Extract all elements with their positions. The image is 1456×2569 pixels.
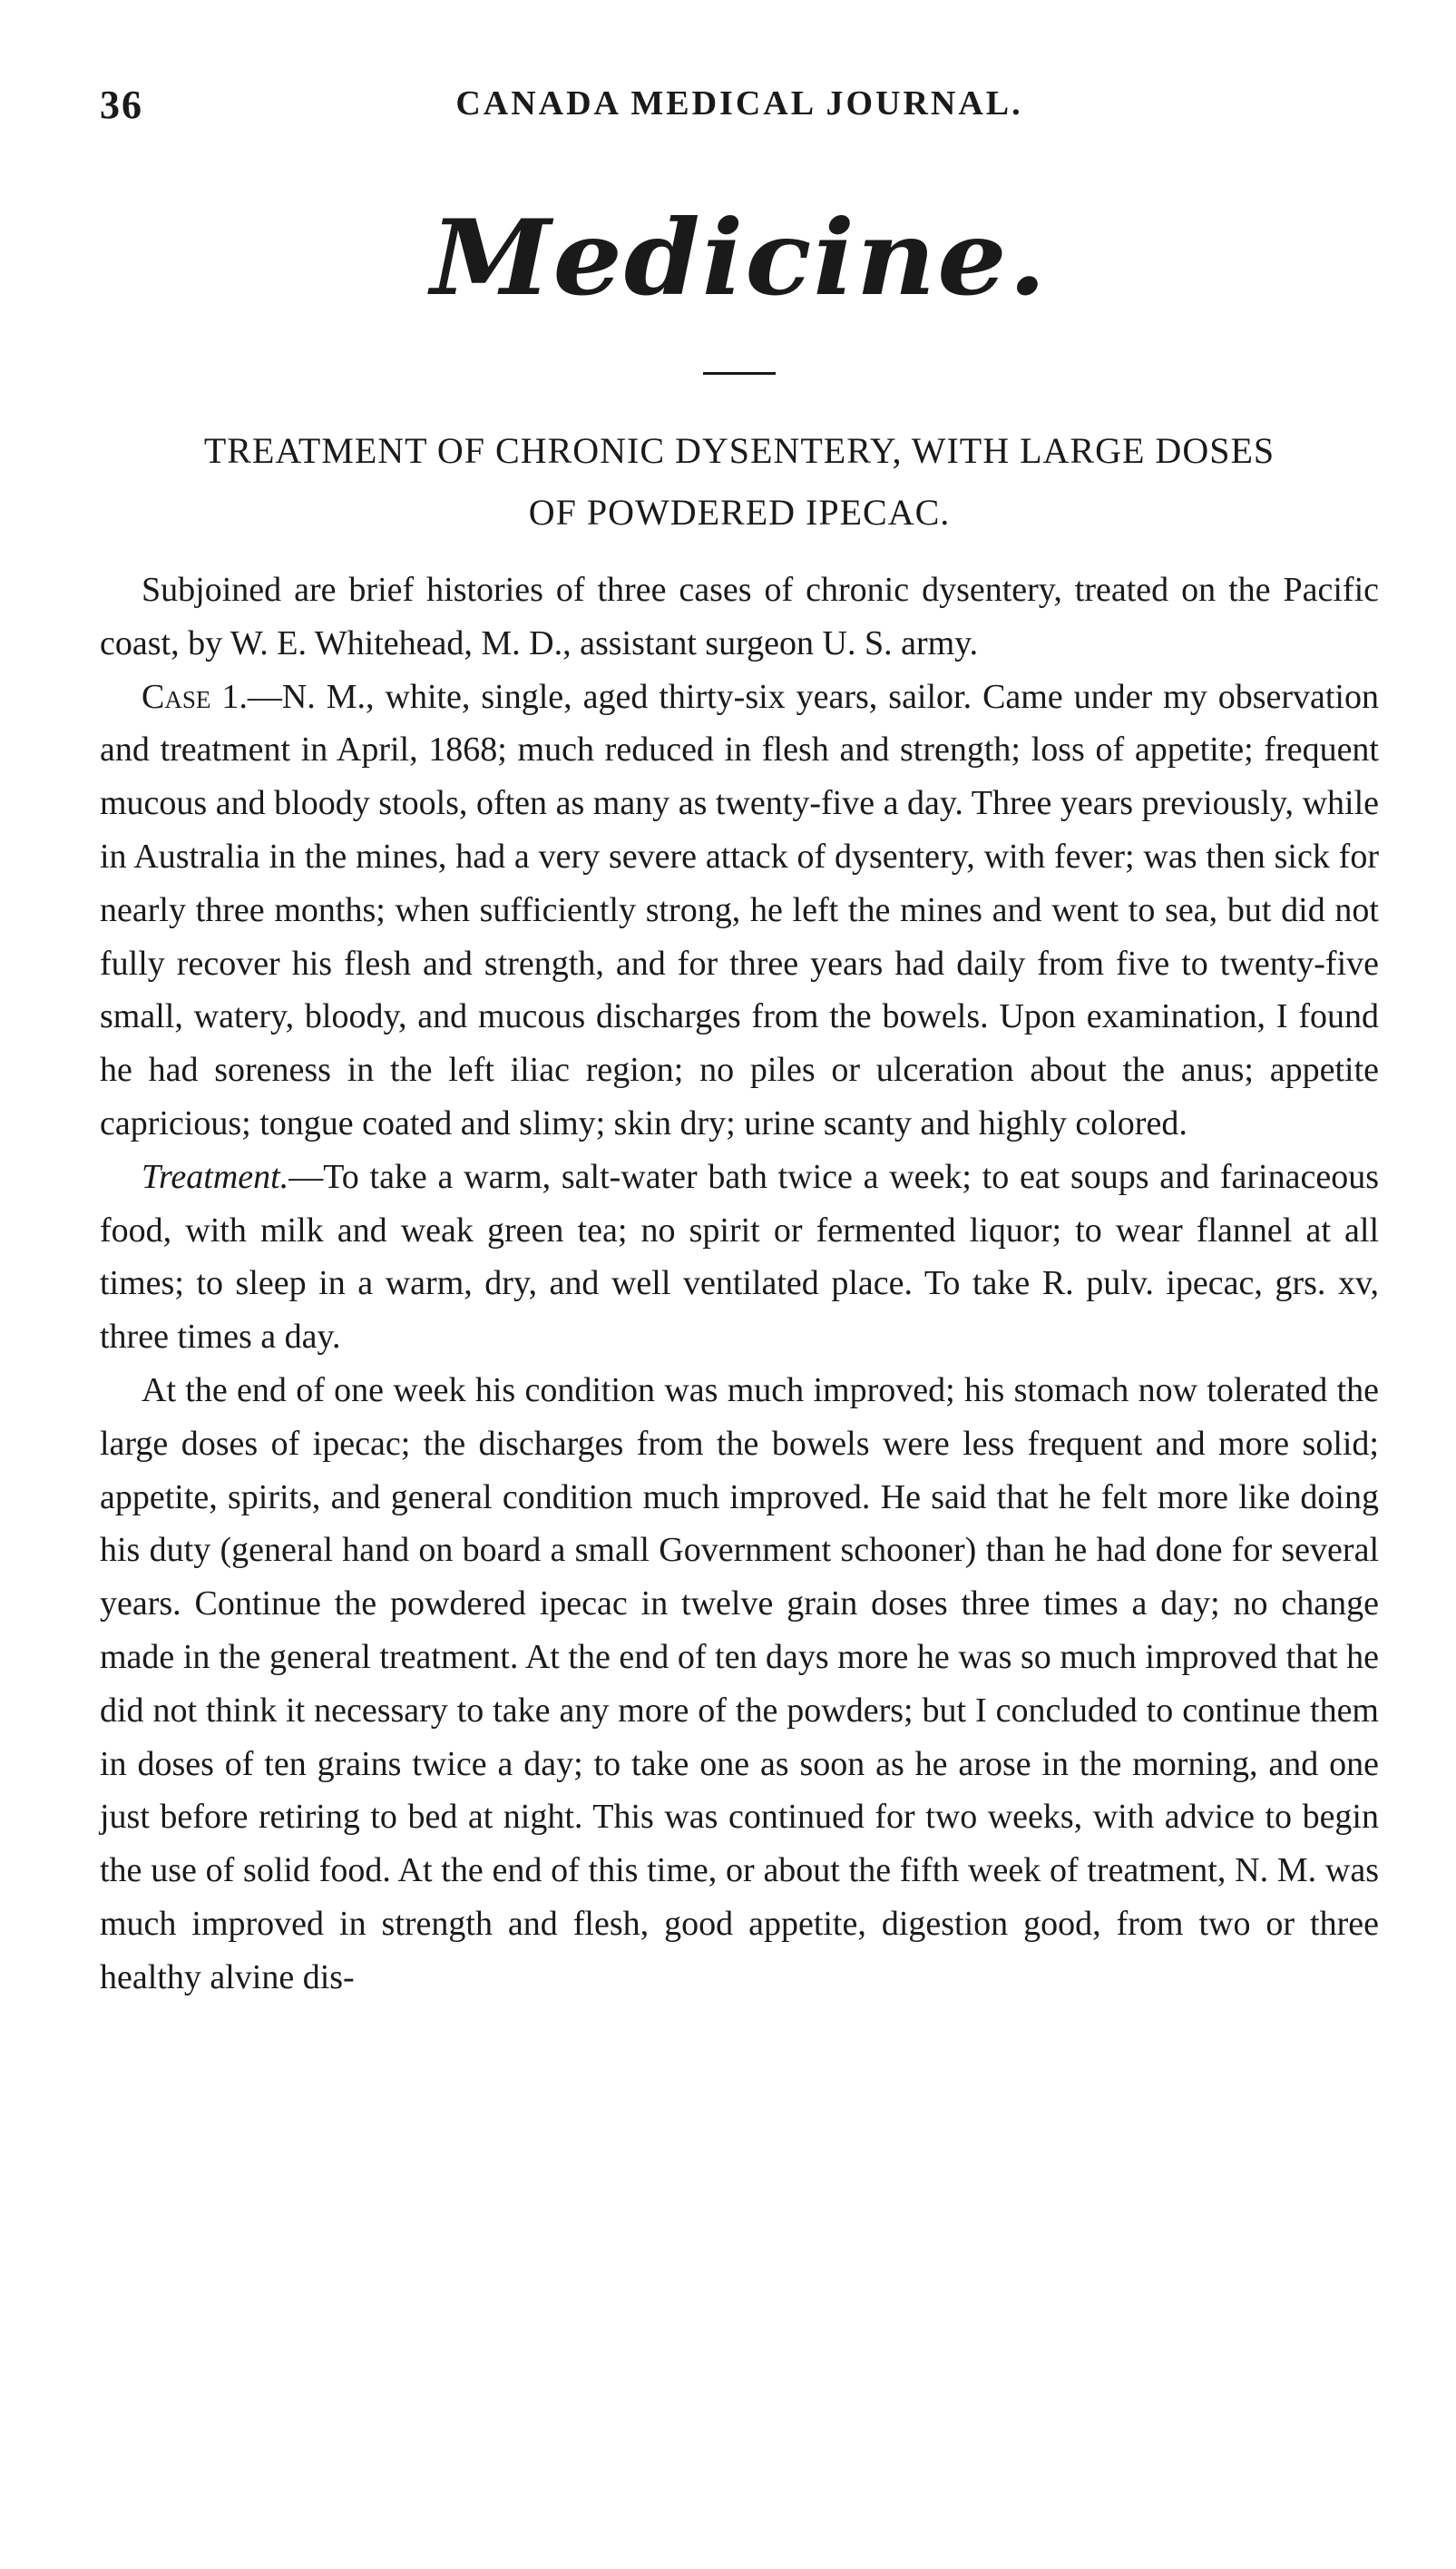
- document-page: [100, 64, 1379, 2005]
- intro-paragraph: Subjoined are brief histories of three cases of chronic dysentery, treated on the Pacific coast, by W. E. Whitehead, M. D., assistant surgeon U. S. army.: [100, 571, 1379, 662]
- case-1-paragraph: [100, 671, 1379, 1151]
- treatment-text: —To take a warm, salt-water bath twice a week; to eat soups and farinaceous food, with milk and weak green tea; no spirit or fermented liquor; to wear flannel at all times; to sleep in a warm, dry, and well ventilated place. To take R. pulv. ipecac, grs. xv, three times a day.: [100, 1157, 1379, 1357]
- treatment-paragraph: [100, 1151, 1379, 1364]
- journal-title: CANADA MEDICAL JOURNAL.: [455, 84, 1023, 123]
- article-title: [100, 420, 1379, 544]
- article-title-line-1: TREATMENT OF CHRONIC DYSENTERY, WITH LARGE DOSES: [203, 430, 1275, 471]
- treatment-label: Treatment.: [142, 1157, 289, 1196]
- case-1-text: —N. M., white, single, aged thirty-six years, sailor. Came under my observation and treatment in April, 1868; much reduced in flesh and strength; loss of appetite; frequent mucous and bloody stools, often as many as twenty-five a day. Three years previously, while in Australia in the mines, had a very severe attack of dysentery, with fever; was then sick for nearly three months; when sufficiently strong, he left the mines and went to sea, but did not fully recover his flesh and strength, and for three years had daily from five to twenty-five small, watery, bloody, and mucous discharges from the bowels. Upon examination, I found he had soreness in the left iliac region; no piles or ulceration about the anus; appetite capricious; tongue coated and slimy; skin dry; urine scanty and highly colored.: [100, 677, 1379, 1142]
- section-heading: Medicine.: [430, 197, 1049, 319]
- divider-rule: [703, 372, 776, 375]
- article-title-line-2: OF POWDERED IPECAC.: [528, 492, 951, 533]
- page-number: 36: [100, 83, 143, 127]
- progress-paragraph: At the end of one week his condition was much improved; his stomach now tolerated the large doses of ipecac; the discharges from the bowels were less frequent and more solid; appetite, spirits, and general condition much improved. He said that he felt more like doing his duty (general hand on board a small Government schooner) than he had done for several years. Continue the powdered ipecac in twelve grain doses three times a day; no change made in the general treatment. At the end of ten days more he was so much improved that he did not think it necessary to take any more of the powders; but I concluded to continue them in doses of ten grains twice a day; to take one as soon as he arose in the morning, and one just before retiring to bed at night. This was continued for two weeks, with advice to begin the use of solid food. At the end of this time, or about the fifth week of treatment, N. M. was much improved in strength and flesh, good appetite, digestion good, from two or three healthy alvine dis-: [100, 1370, 1379, 1996]
- running-head: [100, 64, 1379, 136]
- case-label: Case 1.: [142, 677, 248, 716]
- article-body: [100, 564, 1379, 2005]
